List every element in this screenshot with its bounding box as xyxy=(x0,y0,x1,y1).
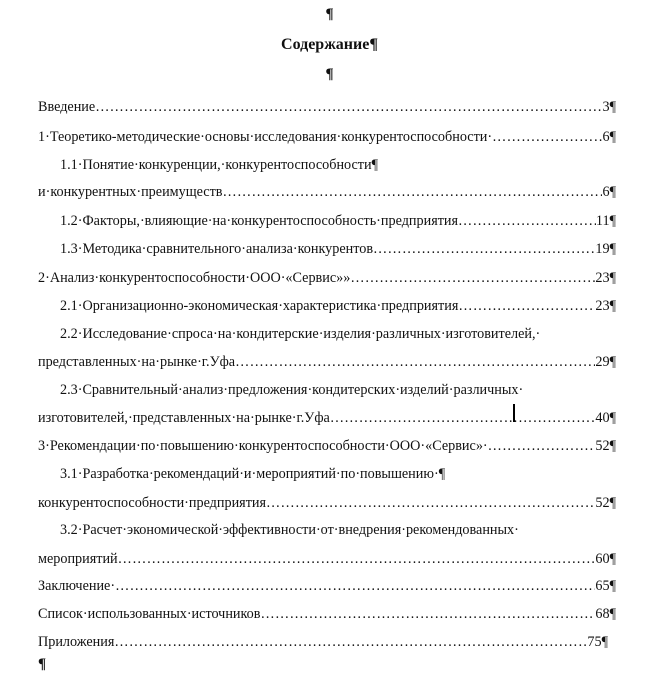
toc-entry-section-2-1[interactable] xyxy=(60,296,616,316)
toc-entry-title: 1·Теоретико-методические·основы·исследования·конкурентоспособности· xyxy=(38,129,493,145)
toc-entry-title: 1.3·Методика·сравнительного·анализа·конкурентов xyxy=(60,241,374,257)
toc-entry-appendices[interactable] xyxy=(38,632,608,652)
toc-entry-title: 1.1·Понятие·конкуренции,·конкурентоспособности¶ xyxy=(60,157,378,173)
toc-leader-dots xyxy=(350,268,595,288)
toc-entry-page: 68¶ xyxy=(595,606,616,622)
toc-entry-section-1-2[interactable] xyxy=(60,211,616,231)
toc-entry-title: 2.3·Сравнительный·анализ·предложения·кондитерских·изделий·различных· xyxy=(60,382,524,398)
toc-entry-page: 52¶ xyxy=(595,495,616,511)
toc-entry-section-1-3[interactable] xyxy=(60,239,616,259)
toc-entry-introduction[interactable] xyxy=(38,97,616,117)
toc-entry-references[interactable] xyxy=(38,604,616,624)
toc-entry-page: 23¶ xyxy=(595,270,616,286)
toc-entry-page: 19¶ xyxy=(595,241,616,257)
toc-entry-page: 11¶ xyxy=(595,213,616,229)
toc-entry-section-3-1-cont[interactable] xyxy=(38,493,616,513)
toc-entry-section-3-2-cont[interactable] xyxy=(38,549,616,569)
toc-entry-title: Введение xyxy=(38,99,96,115)
toc-entry-section-2-3-cont[interactable] xyxy=(38,408,616,428)
text-cursor xyxy=(513,404,515,422)
toc-entry-title: мероприятий xyxy=(38,551,118,567)
toc-entry-title: 2·Анализ·конкурентоспособности·ООО·«Сервис»» xyxy=(38,270,351,286)
toc-leader-dots xyxy=(266,493,595,513)
toc-entry-title: 2.1·Организационно-экономическая·характеристика·предприятия xyxy=(60,298,459,314)
toc-entry-title: 1.2·Факторы,·влияющие·на·конкурентоспособность·предприятия xyxy=(60,213,459,229)
toc-entry-title: Список·использованных·источников xyxy=(38,606,261,622)
toc-leader-dots xyxy=(330,408,596,428)
toc-entry-chapter-1[interactable] xyxy=(38,127,616,147)
toc-entry-section-1-1[interactable] xyxy=(60,155,616,175)
toc-entry-title: конкурентоспособности·предприятия xyxy=(38,495,267,511)
toc-entry-page: 52¶ xyxy=(595,438,616,454)
toc-leader-dots xyxy=(458,296,595,316)
toc-entry-page: 6¶ xyxy=(602,129,616,145)
toc-entry-title: изготовителей,·представленных·на·рынке·г.Уфа xyxy=(38,410,330,426)
toc-entry-page: 3¶ xyxy=(602,99,616,115)
toc-leader-dots xyxy=(118,549,596,569)
toc-entry-page: 60¶ xyxy=(595,551,616,567)
toc-entry-title: представленных·на·рынке·г.Уфа xyxy=(38,354,236,370)
toc-entry-page: 29¶ xyxy=(595,354,616,370)
toc-entry-page: 65¶ xyxy=(595,578,616,594)
toc-leader-dots xyxy=(373,239,595,259)
toc-leader-dots xyxy=(95,97,602,117)
toc-leader-dots xyxy=(492,127,602,147)
toc-entry-title: 2.2·Исследование·спроса·на·кондитерские·изделия·различных·изготовителей,· xyxy=(60,326,541,342)
toc-leader-dots xyxy=(235,352,595,372)
toc-entry-page: 40¶ xyxy=(595,410,616,426)
toc-entry-chapter-3[interactable] xyxy=(38,436,616,456)
toc-leader-dots xyxy=(115,576,595,596)
toc-entry-title: и·конкурентных·преимуществ xyxy=(38,184,223,200)
toc-entry-page: 23¶ xyxy=(595,298,616,314)
toc-entry-section-2-3[interactable] xyxy=(60,380,616,400)
toc-entry-conclusion[interactable] xyxy=(38,576,616,596)
toc-entry-title: 3.2·Расчет·экономической·эффективности·от·внедрения·рекомендованных· xyxy=(60,522,519,538)
toc-entry-section-1-1-cont[interactable] xyxy=(38,182,616,202)
toc-entry-title: 3.1·Разработка·рекомендаций·и·мероприятий·по·повышению·¶ xyxy=(60,466,446,482)
toc-entry-section-2-2-cont[interactable] xyxy=(38,352,616,372)
toc-entry-title: 3·Рекомендации·по·повышению·конкурентоспособности·ООО·«Сервис»· xyxy=(38,438,488,454)
toc-entry-chapter-2[interactable] xyxy=(38,268,616,288)
paragraph-mark: ¶ xyxy=(325,66,334,82)
toc-leader-dots xyxy=(114,632,587,652)
toc-leader-dots xyxy=(223,182,603,202)
page-title: Содержание¶ xyxy=(281,36,378,53)
toc-entry-section-3-1[interactable] xyxy=(60,464,616,484)
toc-entry-title: Приложения xyxy=(38,634,115,650)
toc-leader-dots xyxy=(488,436,596,456)
toc-entry-page: 75¶ xyxy=(587,634,608,650)
paragraph-mark: ¶ xyxy=(325,6,334,22)
toc-leader-dots xyxy=(458,211,596,231)
toc-entry-title: Заключение· xyxy=(38,578,116,594)
toc-entry-section-2-2[interactable] xyxy=(60,324,616,344)
toc-entry-page: 6¶ xyxy=(602,184,616,200)
paragraph-mark: ¶ xyxy=(38,656,47,672)
toc-entry-section-3-2[interactable] xyxy=(60,520,616,540)
toc-leader-dots xyxy=(260,604,595,624)
